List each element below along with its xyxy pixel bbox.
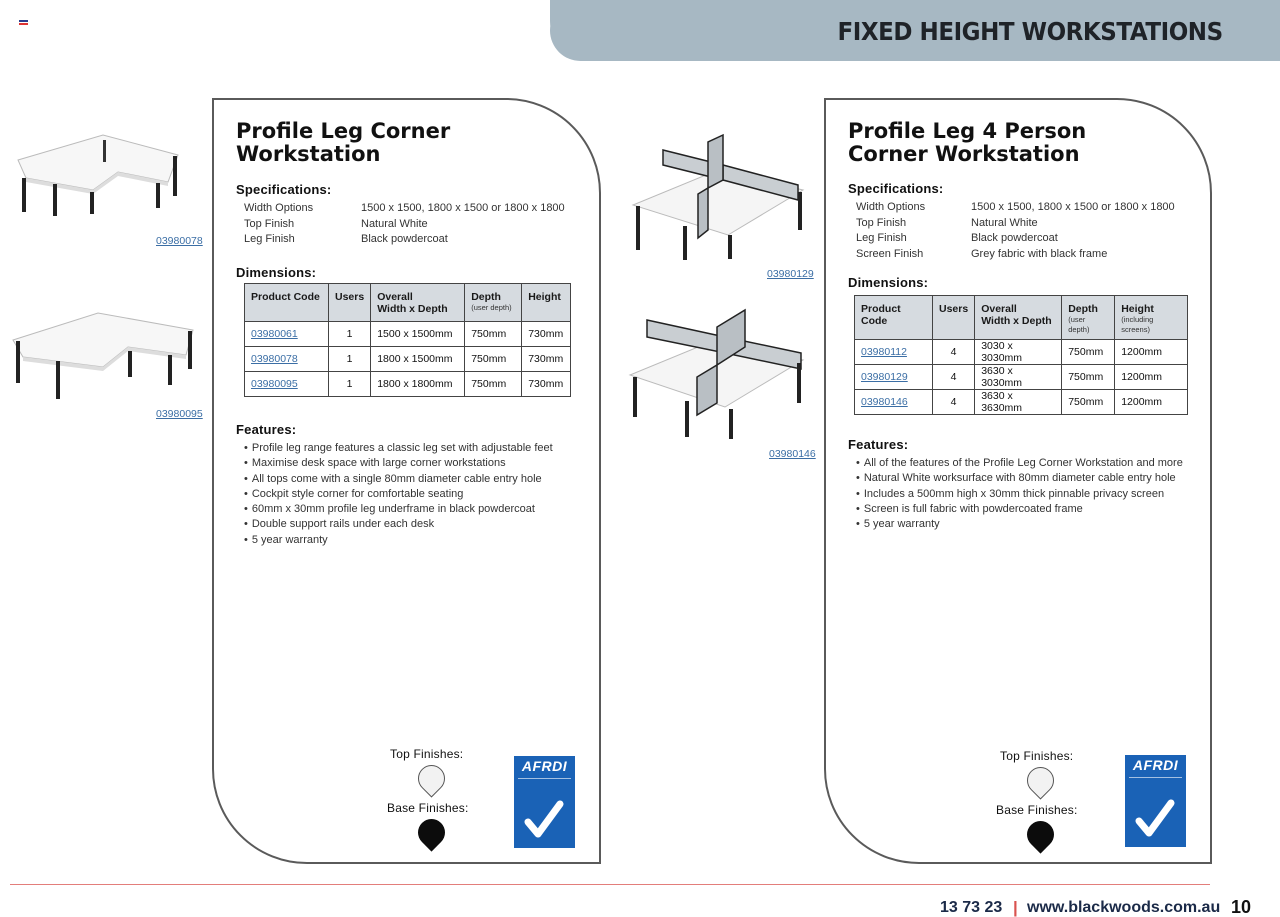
spec-row: Top Finish Natural White	[244, 217, 428, 230]
spec-row: Width Options 1500 x 1500, 1800 x 1500 or 1800 x 1800	[856, 201, 1175, 213]
four-person-workstation-photo-2	[625, 305, 805, 445]
afrdi-certification-badge: AFRDI	[514, 756, 575, 848]
col-overall: Overall Width x Depth	[371, 284, 465, 322]
top-finishes-label: Top Finishes:	[1000, 749, 1074, 763]
product-code-link[interactable]: 03980146	[861, 396, 908, 408]
product-code-link[interactable]: 03980129	[861, 371, 908, 383]
list-item: • Natural White worksurface with 80mm diameter cable entry hole	[856, 471, 1183, 486]
features-heading: Features:	[236, 422, 297, 437]
spec-row: Top Finish Natural White	[856, 216, 1038, 229]
list-item: • Includes a 500mm high x 30mm thick pinnable privacy screen	[856, 487, 1183, 502]
table-header-row	[855, 296, 1188, 340]
spec-row: Leg Finish Black powdercoat	[244, 233, 448, 245]
specifications-heading: Specifications:	[848, 181, 944, 196]
footer-divider	[10, 884, 1210, 885]
specifications-list	[244, 201, 565, 248]
list-item: • Screen is full fabric with powdercoated frame	[856, 502, 1183, 517]
top-finishes-label: Top Finishes:	[390, 747, 464, 761]
spec-row: Width Options 1500 x 1500, 1800 x 1500 or 1800 x 1800	[244, 202, 565, 214]
product-title: Profile Leg Corner Workstation	[236, 119, 451, 166]
image-code-link[interactable]: 03980078	[156, 235, 203, 247]
table-row: 03980061 1 1500 x 1500mm 750mm 730mm	[245, 322, 571, 347]
black-swatch-icon	[412, 813, 450, 851]
checkmark-icon	[524, 800, 564, 840]
product-code-link[interactable]: 03980112	[861, 346, 907, 358]
table-row: 03980129 4 3630 x 3030mm 750mm 1200mm	[855, 365, 1188, 390]
dimensions-table	[244, 283, 571, 397]
dimensions-heading: Dimensions:	[848, 275, 929, 290]
base-finishes-label: Base Finishes:	[996, 803, 1078, 817]
col-depth: Depth (user depth)	[1062, 296, 1115, 340]
base-finishes-label: Base Finishes:	[387, 801, 469, 815]
list-item: • All tops come with a single 80mm diameter cable entry hole	[244, 472, 553, 487]
list-item: • 5 year warranty	[244, 533, 553, 548]
checkmark-icon	[1135, 799, 1175, 839]
features-list	[856, 456, 1183, 532]
dimensions-heading: Dimensions:	[236, 265, 317, 280]
four-person-workstation-photo-1	[628, 130, 808, 265]
language-flag-icon[interactable]	[19, 20, 28, 27]
product-code-link[interactable]: 03980061	[251, 328, 298, 340]
specifications-list	[856, 200, 1175, 262]
product-card-four-person-workstation	[824, 98, 1212, 864]
table-row: 03980078 1 1800 x 1500mm 750mm 730mm	[245, 347, 571, 372]
black-swatch-icon	[1021, 815, 1059, 853]
product-code-link[interactable]: 03980095	[251, 378, 298, 390]
table-header-row	[245, 284, 571, 322]
natural-white-swatch-icon	[412, 759, 450, 797]
spec-row: Leg Finish Black powdercoat	[856, 232, 1058, 244]
footer-separator: |	[1013, 898, 1018, 917]
image-code-link[interactable]: 03980129	[767, 268, 814, 280]
list-item: • Double support rails under each desk	[244, 517, 553, 532]
afrdi-certification-badge: AFRDI	[1125, 755, 1186, 847]
product-card-corner-workstation	[212, 98, 601, 864]
table-row: 03980146 4 3630 x 3630mm 750mm 1200mm	[855, 390, 1188, 415]
page-title: FIXED HEIGHT WORKSTATIONS	[837, 17, 1223, 46]
list-item: • Maximise desk space with large corner workstations	[244, 456, 553, 471]
col-depth: Depth (user depth)	[465, 284, 522, 322]
image-code-link[interactable]: 03980146	[769, 448, 816, 460]
list-item: • 5 year warranty	[856, 517, 1183, 532]
page-number: 10	[1231, 897, 1252, 917]
corner-desk-photo-2	[8, 295, 203, 405]
spec-row: Screen Finish Grey fabric with black frame	[856, 247, 1108, 260]
dimensions-table	[854, 295, 1188, 415]
col-height: Height	[522, 284, 571, 322]
specifications-heading: Specifications:	[236, 182, 332, 197]
list-item: • Cockpit style corner for comfortable seating	[244, 487, 553, 502]
col-overall: Overall Width x Depth	[975, 296, 1062, 340]
image-code-link[interactable]: 03980095	[156, 408, 203, 420]
natural-white-swatch-icon	[1021, 761, 1059, 799]
list-item: • Profile leg range features a classic leg set with adjustable feet	[244, 441, 553, 456]
footer-website-link[interactable]: www.blackwoods.com.au	[1027, 899, 1221, 916]
list-item: • 60mm x 30mm profile leg underframe in black powdercoat	[244, 502, 553, 517]
features-list	[244, 441, 553, 548]
product-title: Profile Leg 4 Person Corner Workstation	[848, 119, 1087, 166]
col-height: Height (including screens)	[1115, 296, 1188, 340]
col-users: Users	[329, 284, 371, 322]
table-row: 03980112 4 3030 x 3030mm 750mm 1200mm	[855, 340, 1188, 365]
col-users: Users	[933, 296, 975, 340]
table-row: 03980095 1 1800 x 1800mm 750mm 730mm	[245, 372, 571, 397]
product-code-link[interactable]: 03980078	[251, 353, 298, 365]
corner-desk-photo-1	[8, 120, 198, 220]
list-item: • All of the features of the Profile Leg Corner Workstation and more	[856, 456, 1183, 471]
footer-phone[interactable]: 13 73 23	[940, 899, 1003, 916]
features-heading: Features:	[848, 437, 909, 452]
col-product-code: Product Code	[245, 284, 329, 322]
col-product-code: Product Code	[855, 296, 933, 340]
